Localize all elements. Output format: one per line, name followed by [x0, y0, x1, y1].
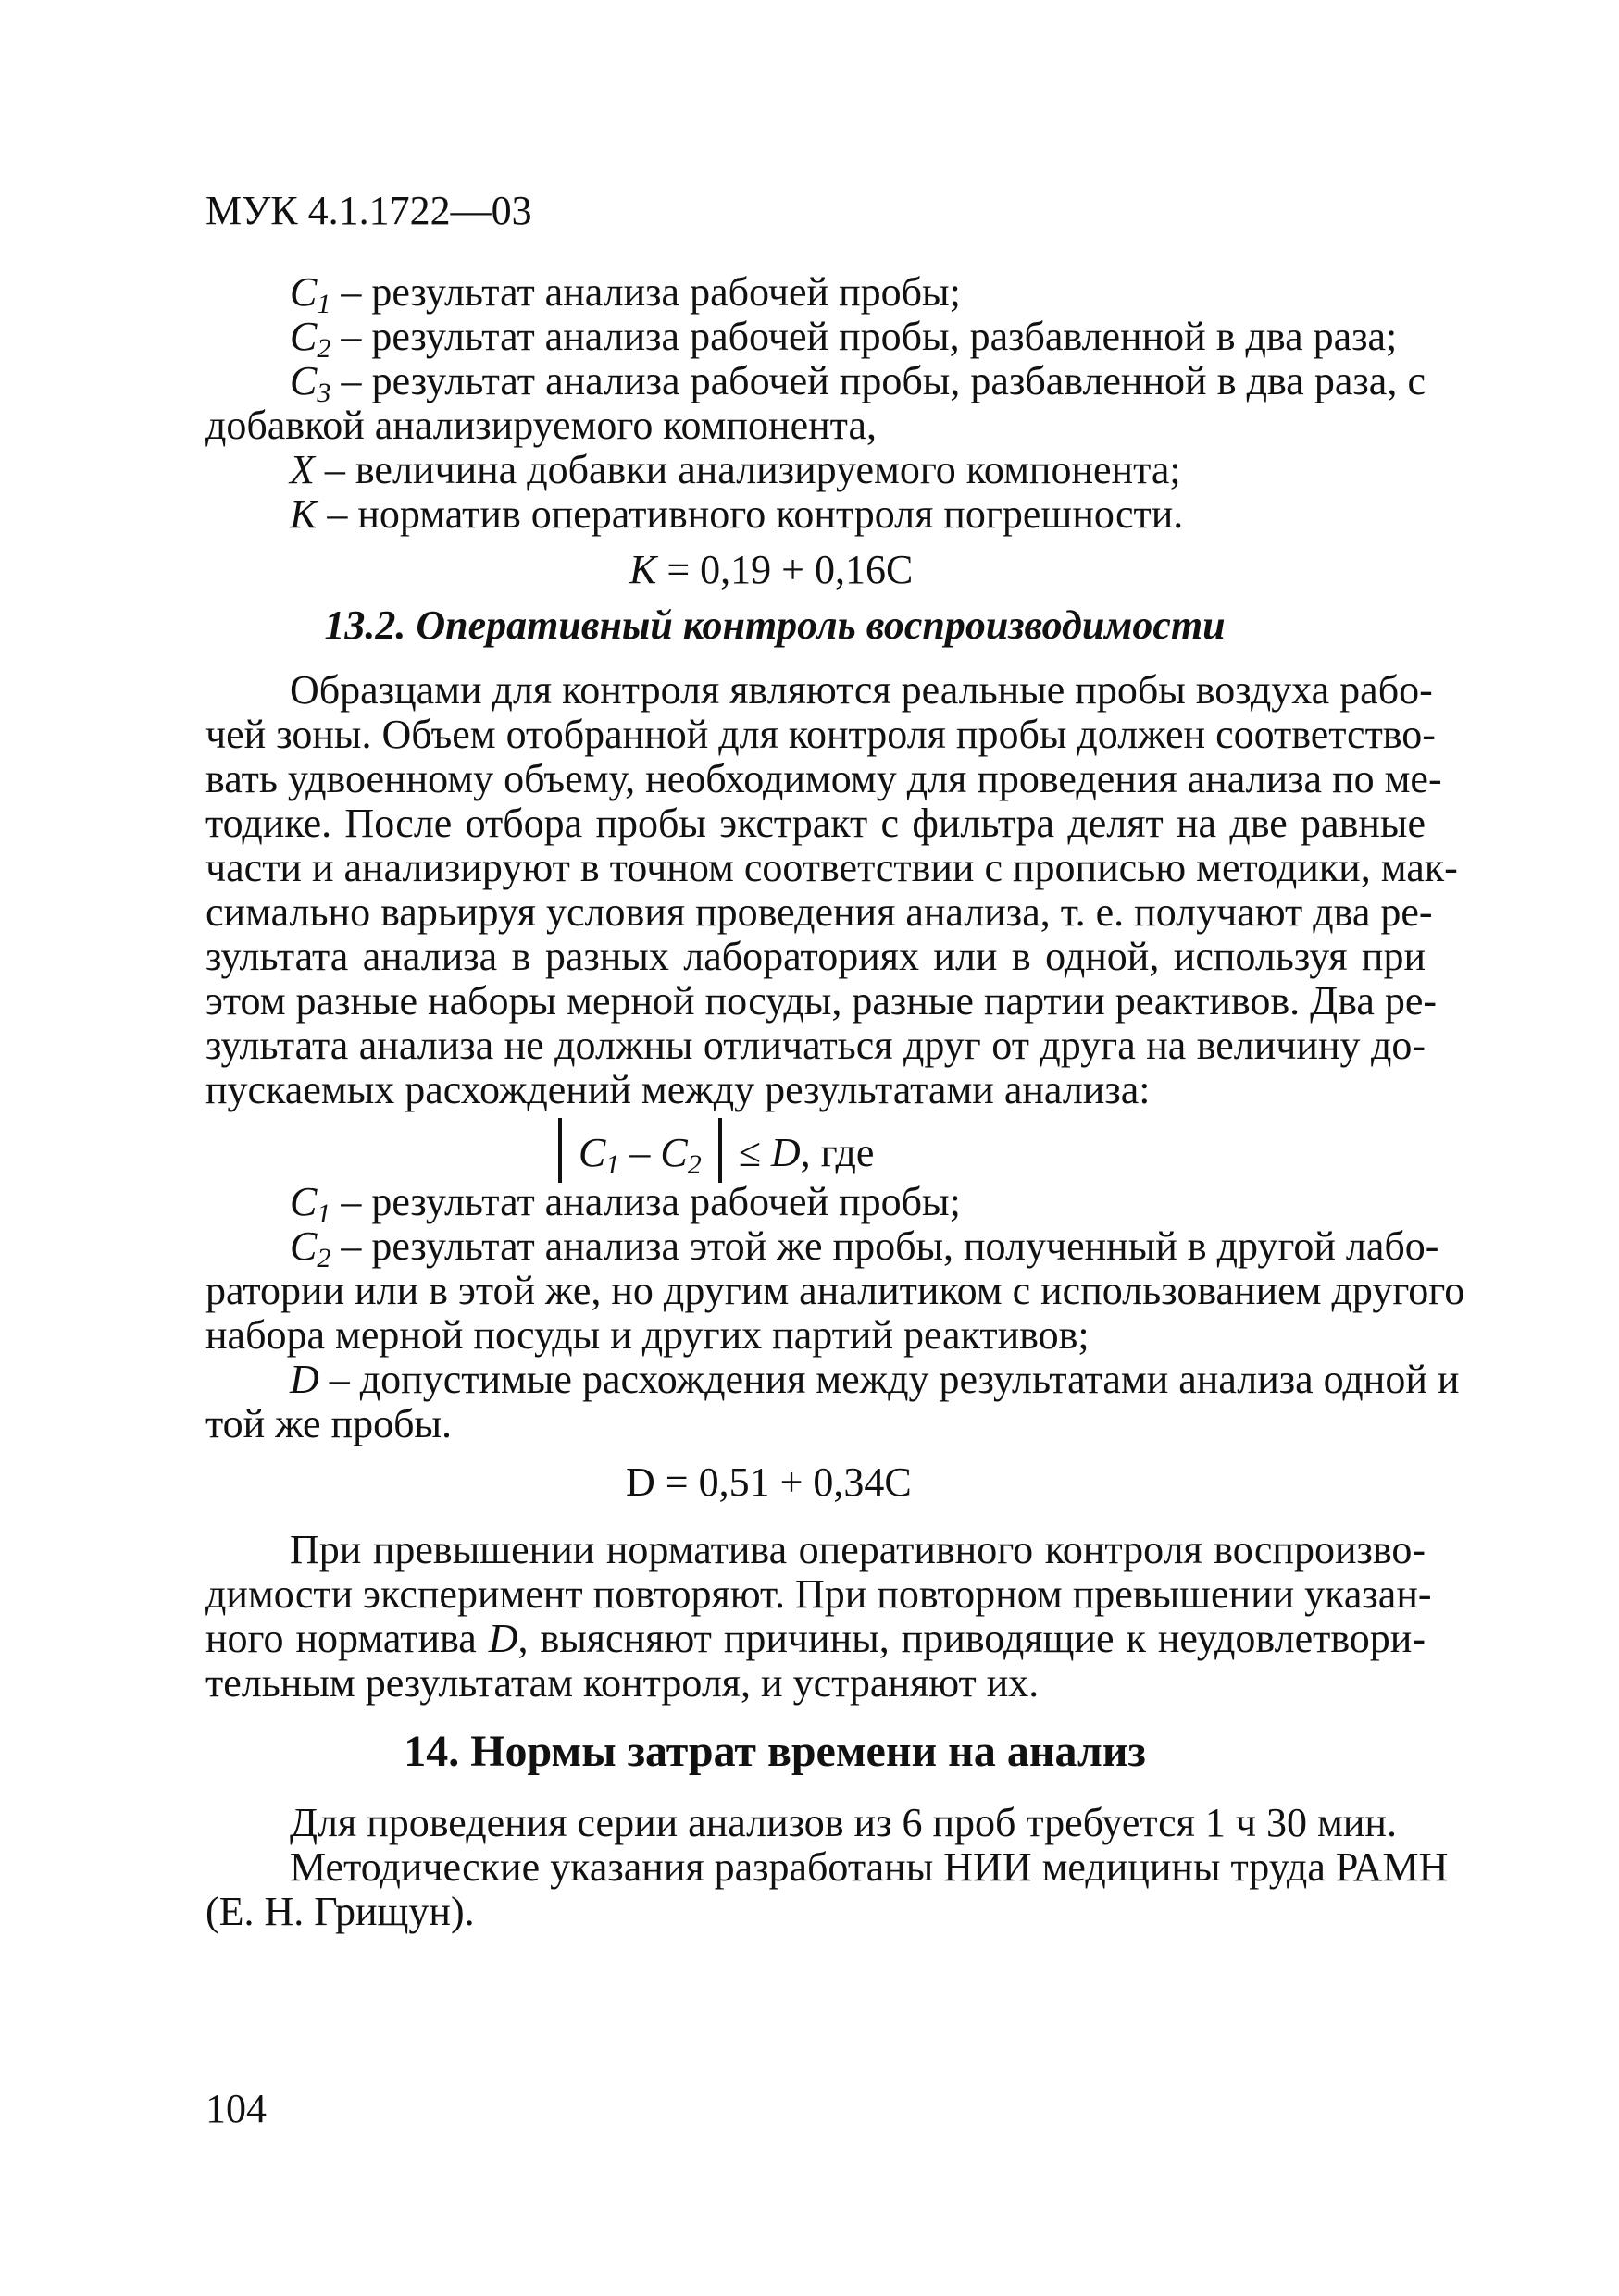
definition-d-line2: той же пробы. — [205, 1401, 453, 1446]
formula-inequality — [542, 1118, 874, 1187]
para1-line: зультата анализа в разных лабораториях или в одной, используя при — [205, 934, 1426, 979]
subscript: 2 — [317, 333, 331, 364]
minus-sign: – — [619, 1130, 661, 1175]
formula-k — [629, 548, 913, 592]
var-c: C — [290, 269, 318, 315]
para2-line3 — [205, 1617, 1426, 1661]
var-c: C — [290, 314, 318, 359]
para1-line: чей зоны. Объем отобранной для контроля пробы должен соответство- — [205, 712, 1436, 757]
subscript: 1 — [317, 1198, 331, 1229]
var-d: D — [770, 1130, 801, 1175]
para-text: , выясняют причины, приводящие к неудовлетвори- — [517, 1616, 1426, 1661]
para4-line2: (Е. Н. Грищун). — [205, 1889, 475, 1934]
definition-c2-b-line2: ратории или в этой же, но другим аналитиком с использованием другого — [205, 1268, 1465, 1313]
subscript: 2 — [687, 1149, 702, 1180]
para4-line1: Методические указания разработаны НИИ медицины труда РАМН — [290, 1844, 1449, 1890]
para1-line: части и анализируют в точном соответствии с прописью методики, мак- — [205, 845, 1458, 890]
var-x: X — [290, 447, 315, 492]
para1-line: зультата анализа не должны отличаться друг от друга на величину до- — [205, 1023, 1426, 1068]
var-d: D — [290, 1357, 319, 1402]
para-text: ного норматива — [205, 1616, 489, 1661]
para1-line: симально варьируя условия проведения анализа, т. е. получают два ре- — [205, 889, 1433, 935]
running-header: МУК 4.1.1722—03 — [205, 188, 532, 233]
definition-c2-b-line3: набора мерной посуды и других партий реактивов; — [205, 1312, 1090, 1358]
abs-bar-left — [558, 1118, 562, 1183]
var-c: C — [290, 1179, 318, 1224]
subscript: 1 — [605, 1149, 620, 1180]
para3: Для проведения серии анализов из 6 проб требуется 1 ч 30 мин. — [290, 1800, 1397, 1845]
var-c: C — [660, 1130, 688, 1175]
abs-bar-right — [718, 1118, 722, 1183]
para1-line: вать удвоенному объему, необходимому для проведения анализа по ме- — [205, 756, 1442, 801]
definition-k — [290, 492, 1183, 537]
formula-tail: , где — [800, 1130, 875, 1175]
var-k: K — [629, 547, 657, 592]
definition-c3-line2: добавкой анализируемого компонента, — [205, 403, 877, 448]
definition-text: – допустимые расхождения между результатами анализа одной и — [318, 1357, 1460, 1402]
var-c: C — [579, 1130, 606, 1175]
subscript: 3 — [317, 378, 331, 408]
formula-d: D = 0,51 + 0,34С — [626, 1459, 912, 1505]
para1-line: этом разные наборы мерной посуды, разные партии реактивов. Два ре- — [205, 978, 1438, 1024]
definition-text: – результат анализа рабочей пробы; — [330, 1179, 961, 1224]
page-number: 104 — [205, 2086, 267, 2131]
definition-d-line1 — [290, 1357, 1460, 1402]
para2-line2: димости эксперимент повторяют. При повторном превышении указан- — [205, 1571, 1432, 1617]
para1-line: пускаемых расхождений между результатами анализа: — [205, 1067, 1151, 1112]
subscript: 1 — [317, 289, 331, 319]
var-c: C — [290, 1223, 318, 1269]
para1-line: Образцами для контроля являются реальные пробы воздуха рабо- — [290, 667, 1433, 713]
para2-line4: тельным результатам контроля, и устраняют их. — [205, 1660, 1040, 1706]
para1-line: тодике. После отбора пробы экстракт с фильтра делят на две равные — [205, 800, 1426, 846]
para2-line1: При превышении норматива оперативного контроля воспроизво- — [290, 1527, 1426, 1572]
var-c: C — [290, 358, 318, 403]
definition-text: – результат анализа рабочей пробы; — [330, 269, 961, 315]
definition-text: – норматив оперативного контроля погрешности. — [317, 491, 1184, 537]
section-heading-14: 14. Нормы затрат времени на анализ — [404, 1727, 1146, 1776]
formula-rest: = 0,19 + 0,16С — [656, 547, 914, 592]
subscript: 2 — [317, 1243, 331, 1273]
definition-text: – результат анализа рабочей пробы, разбавленной в два раза; — [330, 314, 1398, 359]
var-d: D — [488, 1616, 518, 1661]
var-k: K — [290, 491, 318, 537]
leq-sign: ≤ — [738, 1130, 771, 1175]
definition-text: – результат анализа рабочей пробы, разбавленной в два раза, с — [330, 358, 1426, 403]
definition-x — [290, 448, 1181, 492]
definition-text: – величина добавки анализируемого компонента; — [314, 447, 1181, 492]
definition-text: – результат анализа этой же пробы, полученный в другой лабо- — [330, 1223, 1439, 1269]
section-heading-13-2: 13.2. Оперативный контроль воспроизводимости — [324, 602, 1226, 648]
